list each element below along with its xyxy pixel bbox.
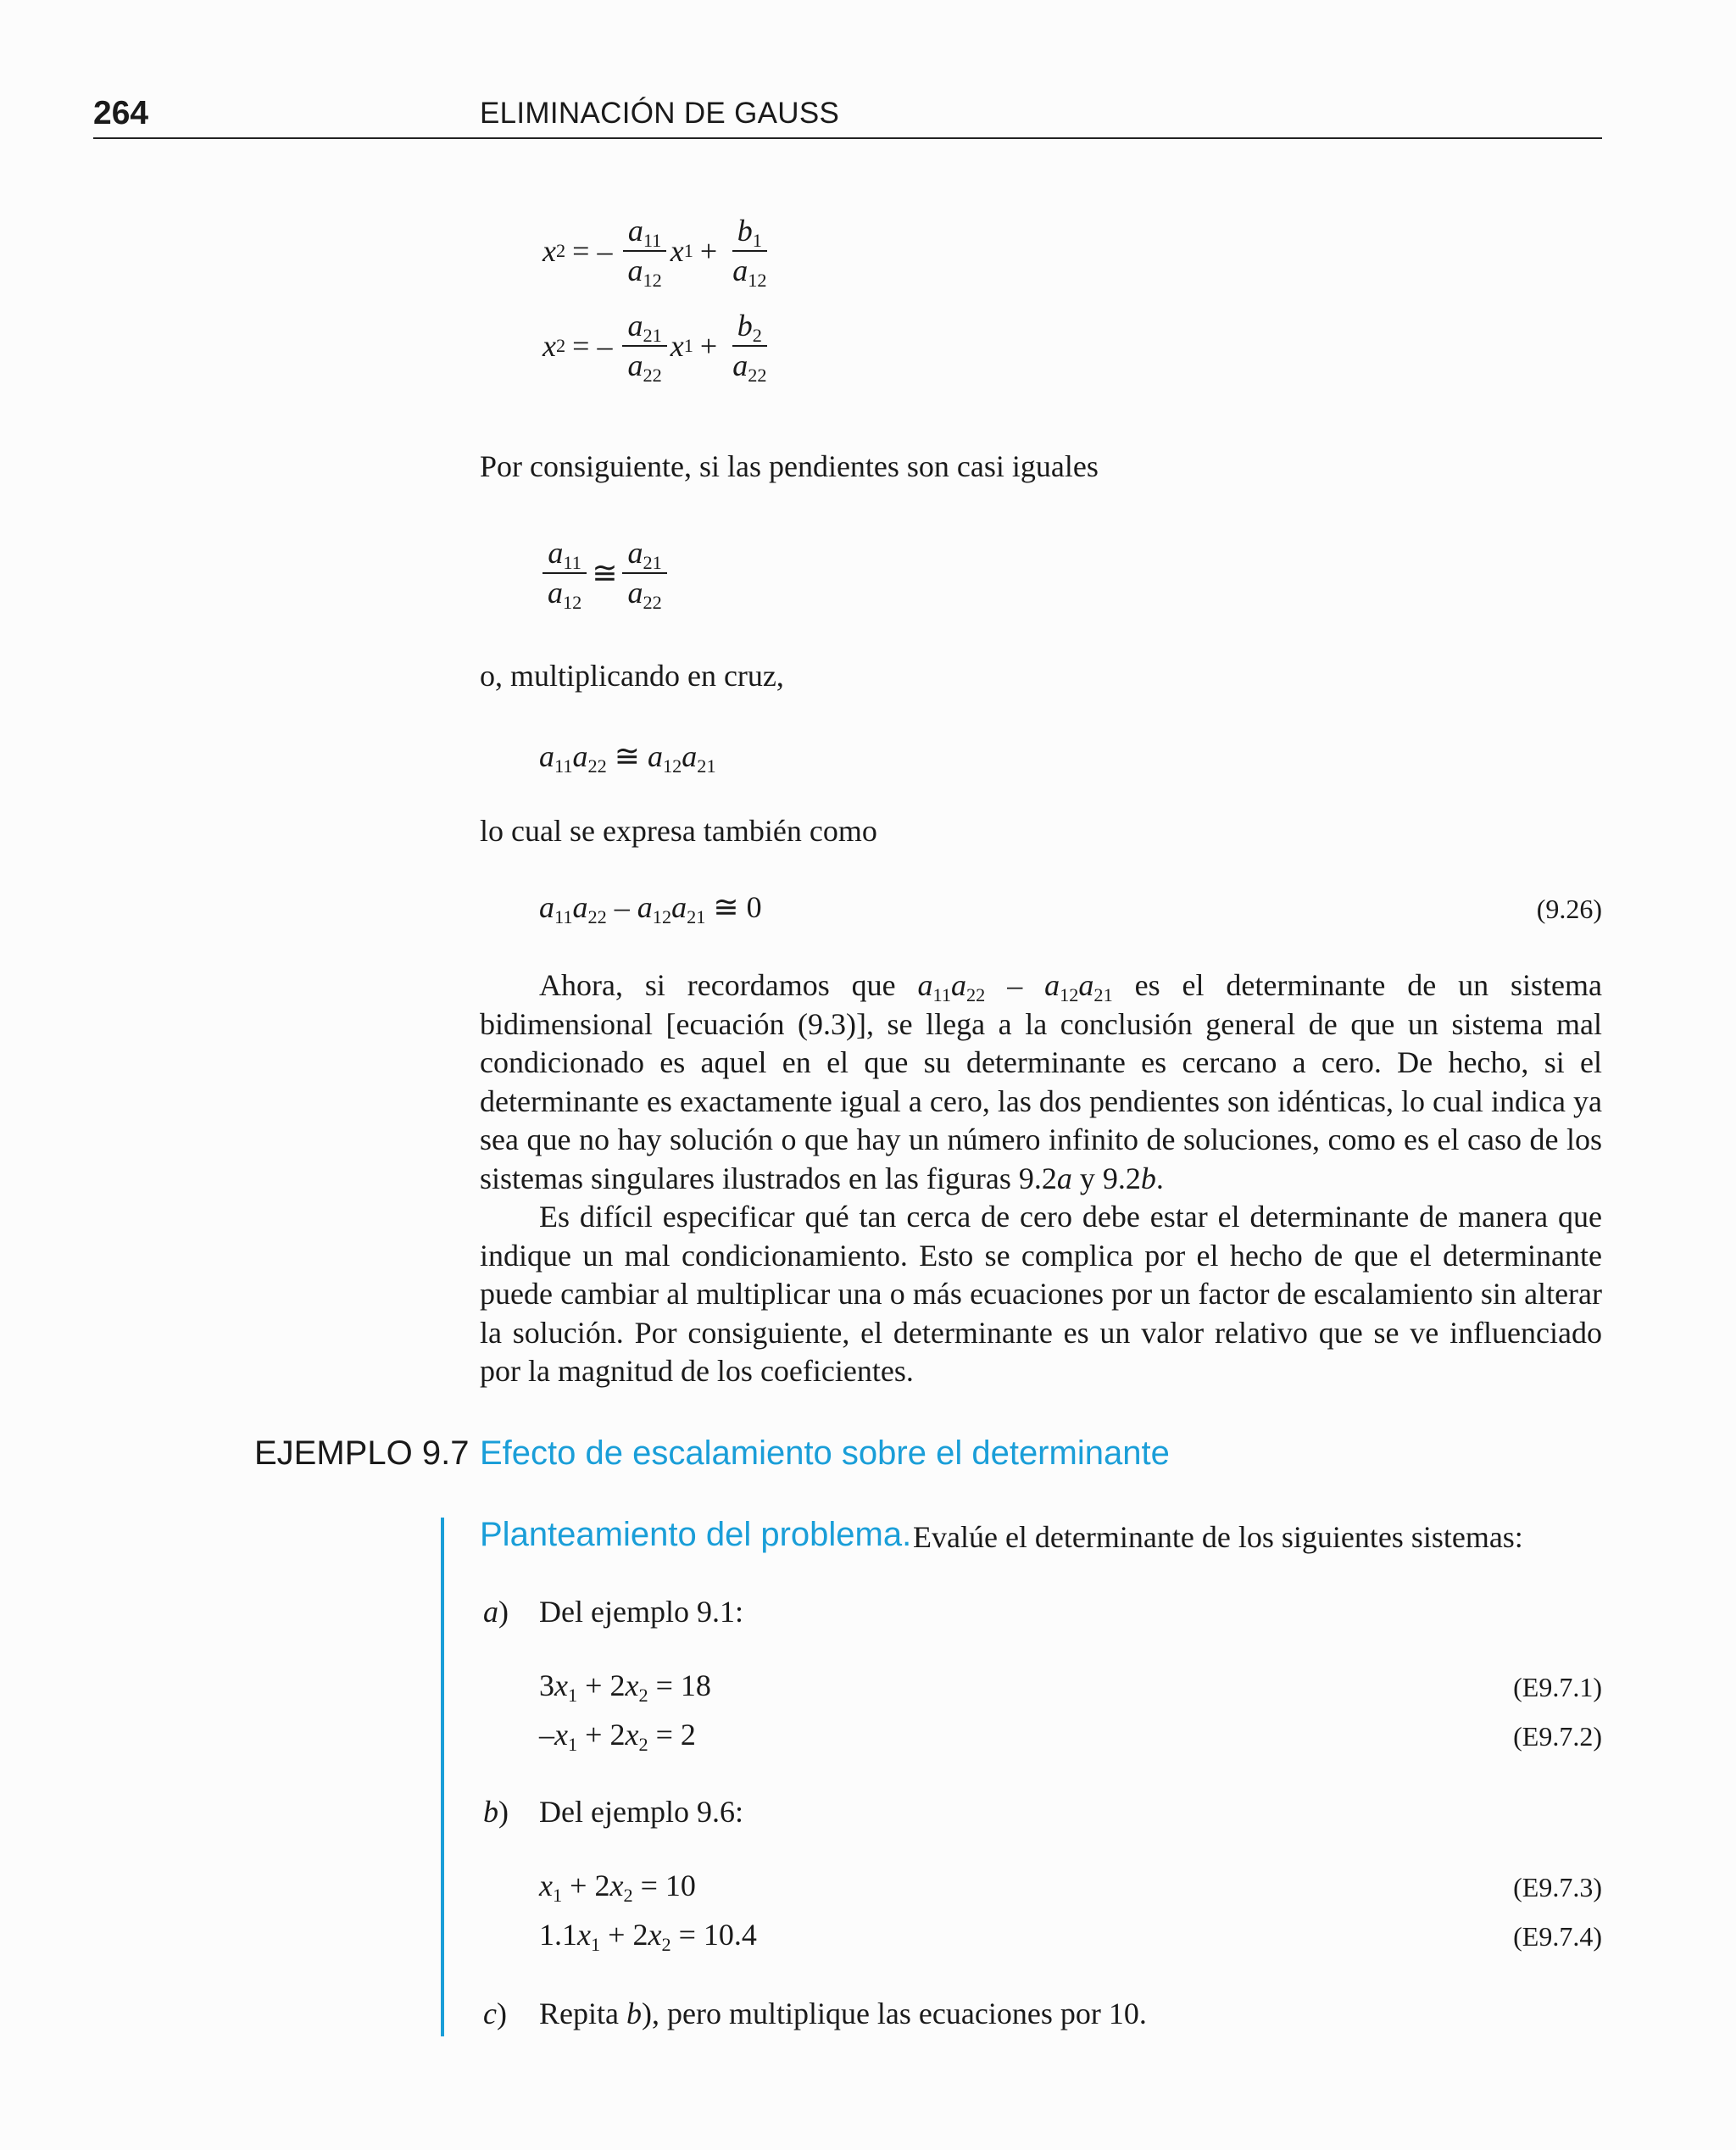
equation-number: (9.26) bbox=[1536, 894, 1602, 924]
equation-x2-second: x 2 = – $\frac{a_{21}}{a_{22}}$ x 1 + $\frac{b_2}{a_{22}}$ bbox=[542, 307, 776, 385]
equation-number: (E9.7.1) bbox=[1513, 1672, 1602, 1702]
text-cross-multiply: o, multiplicando en cruz, bbox=[480, 659, 784, 693]
fraction: $\frac{a_{21}}{a_{22}}$ bbox=[622, 534, 666, 612]
paragraph-scaling: Es difícil especificar qué tan cerca de cero debe estar el determinante de manera que indique un mal condicionamiento. Esto se complica por el hecho de que el determinante puede cambiar al multiplicar una o más ecuaciones por un factor de escalamiento sin alterar la solución. Por consiguiente, el determinante es un valor relativo que se ve influenciado por la magnitud de los coeficientes. bbox=[480, 1200, 1602, 1388]
text-slopes-equal: Por consiguiente, si las pendientes son casi iguales bbox=[480, 449, 1099, 483]
item-a-letter: a) bbox=[483, 1595, 509, 1629]
fraction: $\frac{a_{21}}{a_{22}}$ bbox=[622, 307, 666, 385]
equation-e9-7-4: $1.1x_1 + 2x_2 = 10.4$ bbox=[539, 1918, 757, 1956]
problem-statement-text: Evalúe el determinante de los siguientes sistemas: bbox=[913, 1520, 1523, 1554]
text-expressed-as: lo cual se expresa también como bbox=[480, 814, 877, 848]
equation-number: (E9.7.3) bbox=[1513, 1872, 1602, 1902]
problem-statement-heading: Planteamiento del problema. bbox=[480, 1516, 912, 1553]
fraction: $\frac{a_{11}}{a_{12}}$ bbox=[542, 534, 587, 612]
equation-e9-7-1: $3x_1 + 2x_2 = 18$ bbox=[539, 1668, 711, 1707]
header-rule bbox=[93, 137, 1602, 139]
item-c-letter: c) bbox=[483, 1997, 507, 2030]
fraction: $\frac{b_2}{a_{22}}$ bbox=[732, 309, 767, 387]
equation-number: (E9.7.2) bbox=[1513, 1721, 1602, 1752]
item-b-letter: b) bbox=[483, 1795, 509, 1829]
example-label: EJEMPLO 9.7 bbox=[254, 1434, 470, 1472]
equation-cross-product: $a_{11}a_{22}$ ≅ $a_{12}a_{21}$ bbox=[539, 739, 716, 777]
equation-e9-7-2: $-x_1 + 2x_2 = 2$ bbox=[539, 1718, 696, 1756]
equation-e9-7-3: $x_1 + 2x_2 = 10$ bbox=[539, 1869, 696, 1907]
item-c-text: Repita b), pero multiplique las ecuaciones por 10. bbox=[539, 1997, 1147, 2030]
equation-determinant: $a_{11}a_{22} - a_{12}a_{21}$ ≅ 0 bbox=[539, 890, 762, 928]
page-number: 264 bbox=[93, 95, 149, 131]
item-b-text: Del ejemplo 9.6: bbox=[539, 1795, 743, 1829]
running-head: ELIMINACIÓN DE GAUSS bbox=[480, 97, 840, 130]
fraction: $\frac{a_{11}}{a_{12}}$ bbox=[622, 212, 666, 290]
example-side-bar bbox=[441, 1518, 444, 2036]
equation-number: (E9.7.4) bbox=[1513, 1921, 1602, 1952]
equation-x2-first: x 2 = – $\frac{a_{11}}{a_{12}}$ x 1 + $\frac{b_1}{a_{12}}$ bbox=[542, 212, 776, 290]
equation-slope-equality: $\frac{a_{11}}{a_{12}}$ ≅ $\frac{a_{21}}{a_{22}}$ bbox=[539, 534, 670, 612]
item-a-text: Del ejemplo 9.1: bbox=[539, 1595, 743, 1629]
paragraph-ill-conditioned: Ahora, si recordamos que $a_{11}a_{22} - a_{12}a_{21}$ es el determinante de un sistema bidimensional [ecuación (9.3)], se llega a la conclusión general de que un sistema mal condicionado es aquel en el que su determinante es cercano a cero. De hecho, si el determinante es exactamente igual a cero, las dos pendientes son idénticas, lo cual indica ya sea que no hay solución o que hay un número infinito de soluciones, como es el caso de los sistemas singulares ilustrados en las figuras 9.2a y 9.2b. bbox=[480, 968, 1602, 1195]
fraction: $\frac{b_1}{a_{12}}$ bbox=[732, 214, 767, 292]
example-title: Efecto de escalamiento sobre el determinante bbox=[480, 1434, 1170, 1472]
